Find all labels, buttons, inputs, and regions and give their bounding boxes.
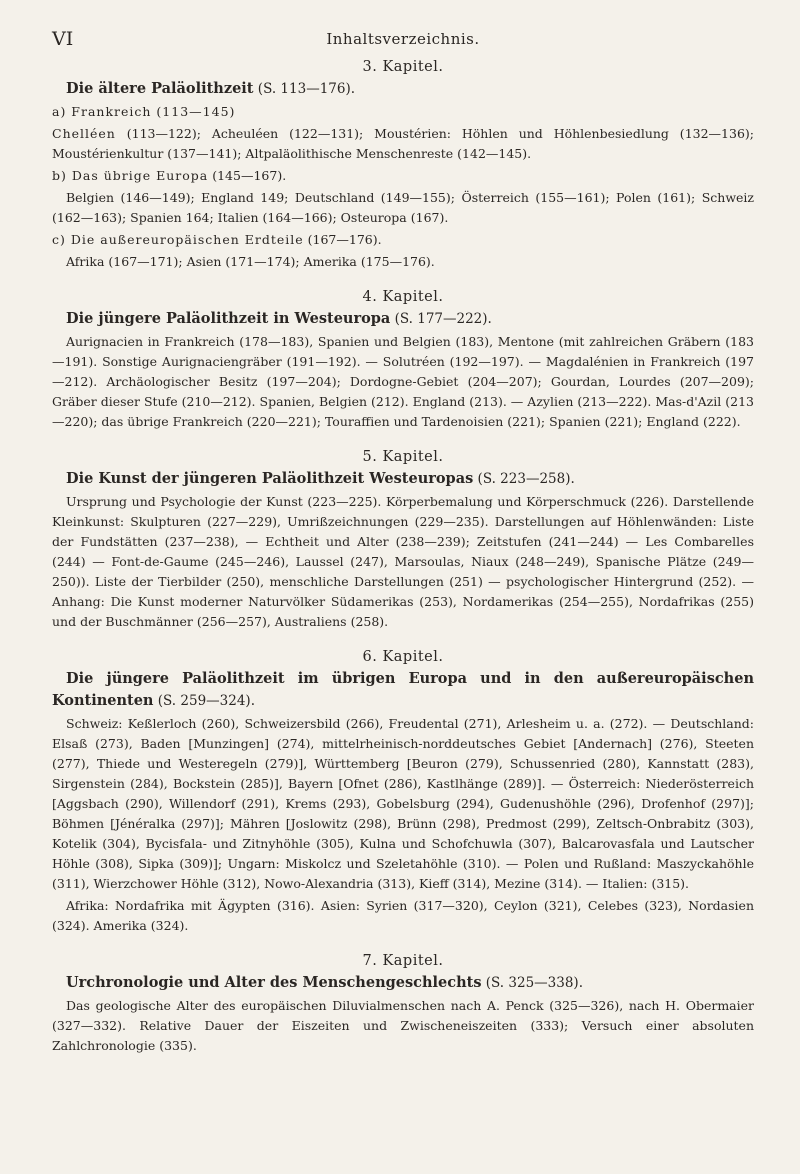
- page-number: VI: [52, 28, 74, 50]
- section-entry: [52, 996, 754, 1056]
- chapter-title-bold: Die jüngere Paläolithzeit in Westeuropa: [66, 310, 391, 327]
- section-text: Afrika (167—171); Asien (171—174); Amerika (175—176).: [66, 254, 435, 269]
- section-text: Afrika: Nordafrika mit Ägypten (316). Asien: Syrien (317—320), Ceylon (321), Celebes (323), Nordasien (324). Amerika (324).: [52, 898, 754, 933]
- section-text: Schweiz: Keßlerloch (260), Schweizersbild (266), Freudental (271), Arlesheim u. a. (272). — Deutschland: Elsaß (273), Baden [Munzingen] (274), mittelrheinisch-norddeutsches Gebiet [Andernach] (276), Steeten (277), Thiede und Westeregeln (279)], Württemberg [Beuron (279), Schussenried (280), Kannstatt (283), Sirgenstein (284), Bockstein (285)], Bayern [Ofnet (286), Kastlhänge (289)]. — Österreich: Niederösterreich [Aggsbach (290), Willendorf (291), Krems (293), Gobelsburg (294), Gudenushöhle (296), Drofenhof (297)]; Böhmen [Jénéralka (297)]; Mähren [Joslowitz (298), Brünn (298), Predmost (299), Zeltsch-Onbrabitz (303), Kotelik (304), Bycisfala- und Zitnyhöhle (305), Kulna und Schofchuwla (307), Balcarovasfala und Lautscher Höhle (308), Sipka (309)]; Ungarn: Miskolcz und Szeletahöhle (310). — Polen und Rußland: Maszyckahöhle (311), Wierzchower Höhle (312), Nowo-Alexandria (313), Kieff (314), Mezine (314). — Italien: (315).: [52, 716, 754, 891]
- section-label: Chelléen: [52, 126, 116, 141]
- chapter-page-range: (S. 177—222).: [390, 311, 492, 327]
- section-entry: [52, 492, 754, 632]
- section-text: Ursprung und Psychologie der Kunst (223—225). Körperbemalung und Körperschmuck (226). Darstellende Kleinkunst: Skulpturen (227—229), Umrißzeichnungen (229—235). Darstellungen auf Höhlenwänden: Liste der Fundstätten (237—238), — Echtheit und Alter (238—239); Zeitstufen (241—244) — Les Combarelles (244) — Font-de-Gaume (245—246), Laussel (247), Marsoulas, Niaux (248—249), Spanische Plätze (249—250)). Liste der Tierbilder (250), menschliche Darstellungen (251) — psychologischer Hintergrund (252). — Anhang: Die Kunst moderner Naturvölker Südamerikas (253), Nordamerikas (254—255), Nordafrikas (255) und der Buschmänner (256—257), Australiens (258).: [52, 494, 754, 629]
- section-entry: [52, 102, 754, 122]
- section-text: Das geologische Alter des europäischen Diluvialmenschen nach A. Penck (325—326), nach H. Obermaier (327—332). Relative Dauer der Eiszeiten und Zwischeneiszeiten (333); Versuch einer absoluten Zahlchronologie (335).: [52, 998, 754, 1053]
- chapter-title-bold: Die ältere Paläolithzeit: [66, 80, 254, 97]
- chapter-number: 5. Kapitel.: [362, 449, 444, 465]
- chapter-page-range: (S. 113—176).: [253, 81, 356, 97]
- section-text: Aurignacien in Frankreich (178—183), Spanien und Belgien (183), Mentone (mit zahlreichen Gräbern (183—191). Sonstige Aurignaciengräber (191—192). — Solutréen (192—197). — Magdalénien in Frankreich (197—212). Archäologischer Besitz (197—204); Dordogne-Gebiet (204—207); Gourdan, Lourdes (207—209); Gräber dieser Stufe (210—212). Spanien, Belgien (212). England (213). — Azylien (213—222). Mas-d'Azil (213—220); das übrige Frankreich (220—221); Touraffien und Tardenoisien (221); Spanien (221); England (222).: [52, 334, 754, 429]
- chapter-title: [52, 972, 754, 994]
- section-entry: [52, 188, 754, 228]
- chapter-block: [52, 56, 754, 272]
- section-text: (167—176).: [303, 232, 382, 247]
- section-text: (145—167).: [208, 168, 287, 183]
- chapter-title: [52, 468, 754, 490]
- section-entry: [52, 230, 754, 250]
- chapter-title-bold: Die Kunst der jüngeren Paläolithzeit Westeuropas: [66, 470, 474, 487]
- chapter-block: [52, 286, 754, 432]
- page-header: [52, 22, 754, 56]
- chapter-title: [52, 668, 754, 712]
- section-label: a) Frankreich (113—145): [52, 104, 236, 119]
- running-title: Inhaltsverzeichnis.: [326, 30, 480, 48]
- section-text: Belgien (146—149); England 149; Deutschland (149—155); Österreich (155—161); Polen (161); Schweiz (162—163); Spanien 164; Italien (164—166); Osteuropa (167).: [52, 190, 754, 225]
- section-label: b) Das übrige Europa: [52, 168, 209, 183]
- chapter-page-range: (S. 325—338).: [481, 975, 583, 991]
- chapter-block: [52, 646, 754, 936]
- chapter-title-bold: Die jüngere Paläolithzeit im übrigen Europa und in den außereuropäischen Kontinenten: [52, 670, 754, 709]
- table-of-contents: [52, 56, 754, 1056]
- section-entry: [52, 332, 754, 432]
- section-entry: [52, 896, 754, 936]
- chapter-number: 4. Kapitel.: [362, 289, 444, 305]
- chapter-title: [52, 78, 754, 100]
- chapter-page-range: (S. 259—324).: [153, 693, 255, 709]
- section-text: (113—122); Acheuléen (122—131); Moustérien: Höhlen und Höhlenbesiedlung (132—136); Moustérienkultur (137—141); Altpaläolithische Menschenreste (142—145).: [52, 126, 754, 161]
- chapter-number: 6. Kapitel.: [362, 649, 444, 665]
- section-entry: [52, 714, 754, 894]
- chapter-number: 3. Kapitel.: [362, 59, 444, 75]
- chapter-block: [52, 950, 754, 1056]
- chapter-number: 7. Kapitel.: [362, 953, 444, 969]
- section-entry: [52, 252, 754, 272]
- chapter-title-bold: Urchronologie und Alter des Menschengeschlechts: [66, 974, 482, 991]
- chapter-title: [52, 308, 754, 330]
- section-label: c) Die außereuropäischen Erdteile: [52, 232, 304, 247]
- chapter-block: [52, 446, 754, 632]
- section-entry: [52, 166, 754, 186]
- section-entry: [52, 124, 754, 164]
- chapter-page-range: (S. 223—258).: [473, 471, 575, 487]
